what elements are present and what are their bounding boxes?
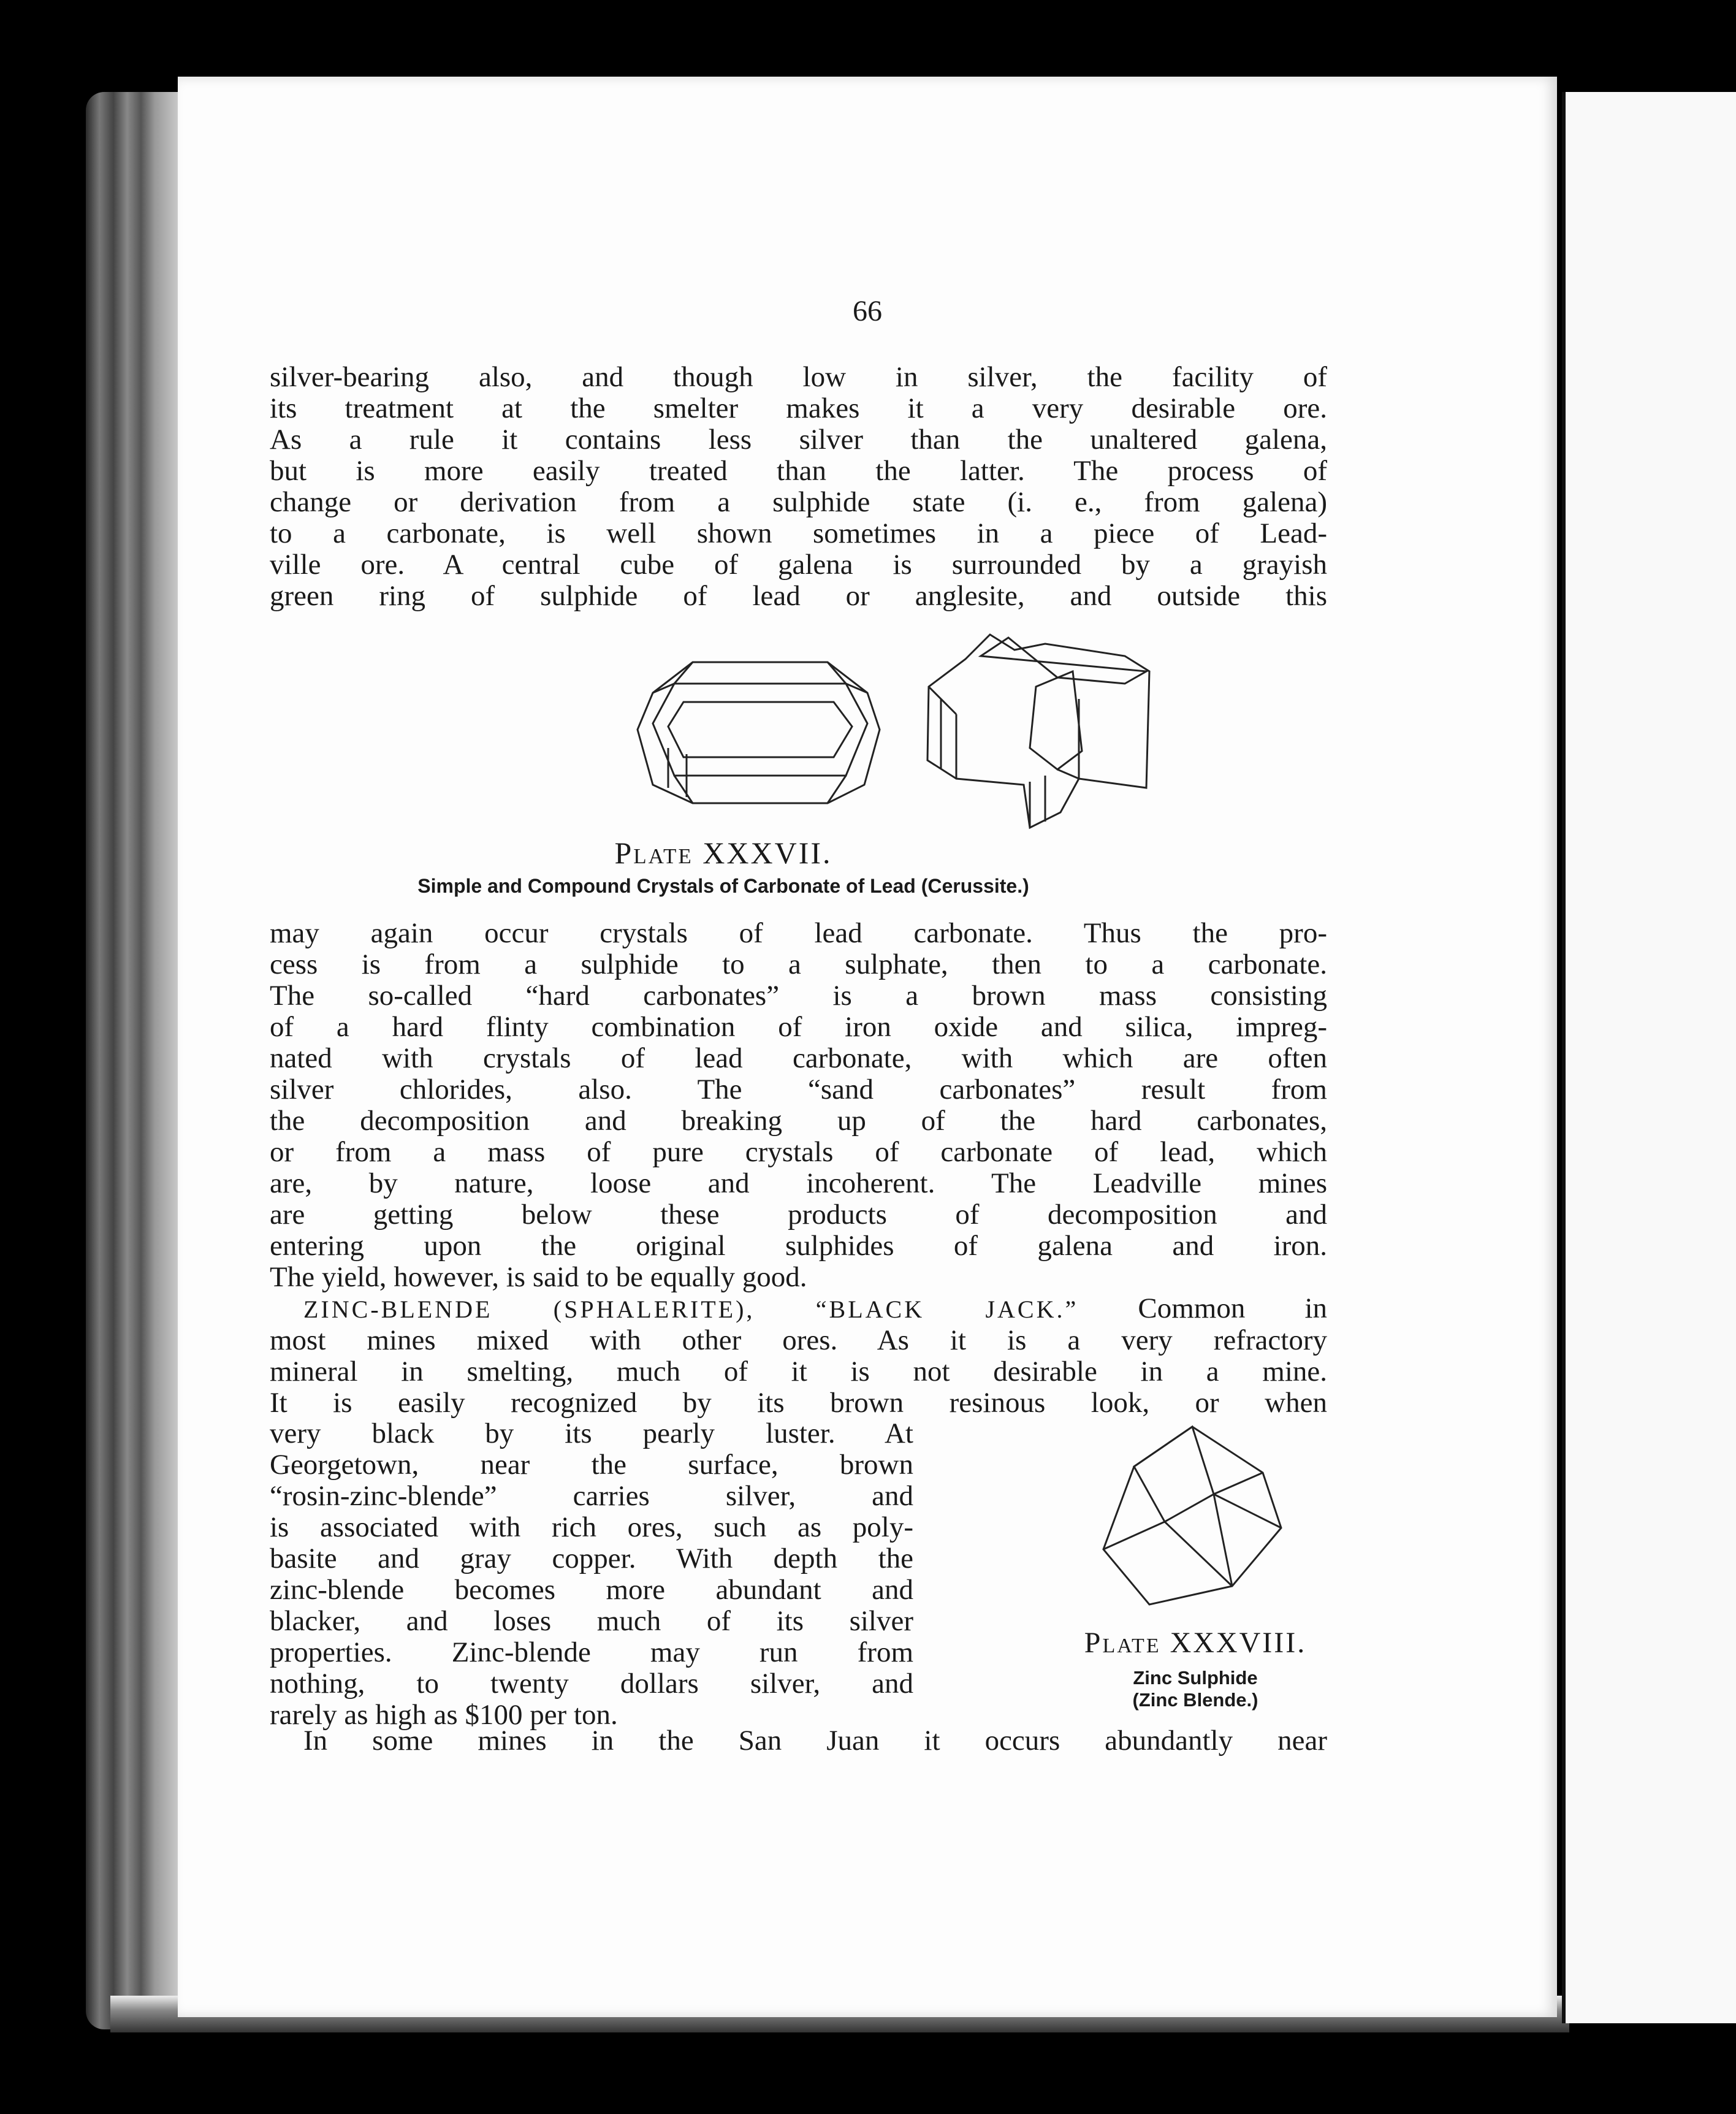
book-spine <box>86 92 178 2029</box>
text-line: is associated with rich ores, such as poly- <box>270 1511 913 1543</box>
text-line: to a carbonate, is well shown sometimes in a piece of Lead- <box>270 517 1327 549</box>
plate-37-label-number: XXXVII. <box>702 836 832 870</box>
text-line: change or derivation from a sulphide state (i. e., from galena) <box>270 486 1327 518</box>
text-line: blacker, and loses much of its silver <box>270 1605 913 1637</box>
text-line: silver chlorides, also. The “sand carbonates” result from <box>270 1074 1327 1105</box>
plate-38-caption-line-2: (Zinc Blende.) <box>1132 1689 1258 1711</box>
paragraph-3 <box>270 1293 1327 1419</box>
text-line: very black by its pearly luster. At <box>270 1418 913 1449</box>
text-line: In some mines in the San Juan it occurs abundantly near <box>303 1725 1327 1757</box>
page-number: 66 <box>853 295 882 327</box>
compound-crystal-icon <box>923 628 1159 831</box>
plate-38-label-prefix: Plate <box>1084 1627 1161 1659</box>
text-line: the decomposition and breaking up of the hard carbonates, <box>270 1105 1327 1137</box>
text-line: basite and gray copper. With depth the <box>270 1543 913 1574</box>
text-line <box>270 1293 1327 1325</box>
plate-38-title <box>1057 1626 1333 1660</box>
text-line: silver-bearing also, and though low in silver, the facility of <box>270 361 1327 393</box>
plate-37-label-prefix: Plate <box>614 836 693 870</box>
text-line: As a rule it contains less silver than the unaltered galena, <box>270 424 1327 456</box>
plate-38-label <box>1057 1626 1333 1711</box>
text-line: nothing, to twenty dollars silver, and <box>270 1668 913 1700</box>
text-line: entering upon the original sulphides of galena and iron. <box>270 1230 1327 1262</box>
text-line: are, by nature, loose and incoherent. The Leadville mines <box>270 1167 1327 1199</box>
paragraph-4 <box>270 1725 1327 1757</box>
paragraph-3-narrow <box>270 1418 913 1731</box>
text-line: may again occur crystals of lead carbonate. Thus the pro- <box>270 917 1327 949</box>
text-line: its treatment at the smelter makes it a very desirable ore. <box>270 392 1327 424</box>
section-heading: ZINC-BLENDE (SPHALERITE), “BLACK JACK.” <box>303 1295 1079 1323</box>
text-line: It is easily recognized by its brown resinous look, or when <box>270 1387 1327 1419</box>
text-line: most mines mixed with other ores. As it is a very refractory <box>270 1324 1327 1356</box>
plate-38-label-number: XXXVIII. <box>1170 1627 1307 1659</box>
text-line: The so-called “hard carbonates” is a brown mass consisting <box>270 980 1327 1012</box>
dodecahedron-crystal-icon <box>1100 1424 1284 1608</box>
plate-37-title <box>178 835 1269 871</box>
paragraph-1 <box>270 362 1327 612</box>
text-line: nated with crystals of lead carbonate, with which are often <box>270 1042 1327 1074</box>
text-line: The yield, however, is said to be equally good. <box>270 1261 807 1293</box>
text-line: are getting below these products of decomposition and <box>270 1199 1327 1231</box>
plate-38-caption-line-1: Zinc Sulphide <box>1133 1667 1258 1689</box>
facing-page <box>1562 92 1736 2023</box>
text-line: properties. Zinc-blende may run from <box>270 1636 913 1668</box>
text-line: Georgetown, near the surface, brown <box>270 1449 913 1481</box>
paragraph-2 <box>270 918 1327 1293</box>
text-line: zinc-blende becomes more abundant and <box>270 1574 913 1606</box>
heading-rest: Common in <box>1138 1292 1327 1324</box>
text-line: “rosin-zinc-blende” carries silver, and <box>270 1480 913 1512</box>
text-line: mineral in smelting, much of it is not desirable in a mine. <box>270 1356 1327 1387</box>
text-line: cess is from a sulphide to a sulphate, then to a carbonate. <box>270 948 1327 980</box>
text-line: green ring of sulphide of lead or anglesite, and outside this <box>270 580 1327 612</box>
simple-crystal-icon <box>631 656 889 809</box>
text-line: of a hard flinty combination of iron oxide and silica, impreg- <box>270 1011 1327 1043</box>
text-line: but is more easily treated than the latter. The process of <box>270 455 1327 487</box>
text-line: rarely as high as $100 per ton. <box>270 1699 618 1731</box>
plate-37-caption: Simple and Compound Crystals of Carbonate of Lead (Cerussite.) <box>417 875 1029 897</box>
text-line: or from a mass of pure crystals of carbonate of lead, which <box>270 1136 1327 1168</box>
text-line: ville ore. A central cube of galena is surrounded by a grayish <box>270 549 1327 581</box>
